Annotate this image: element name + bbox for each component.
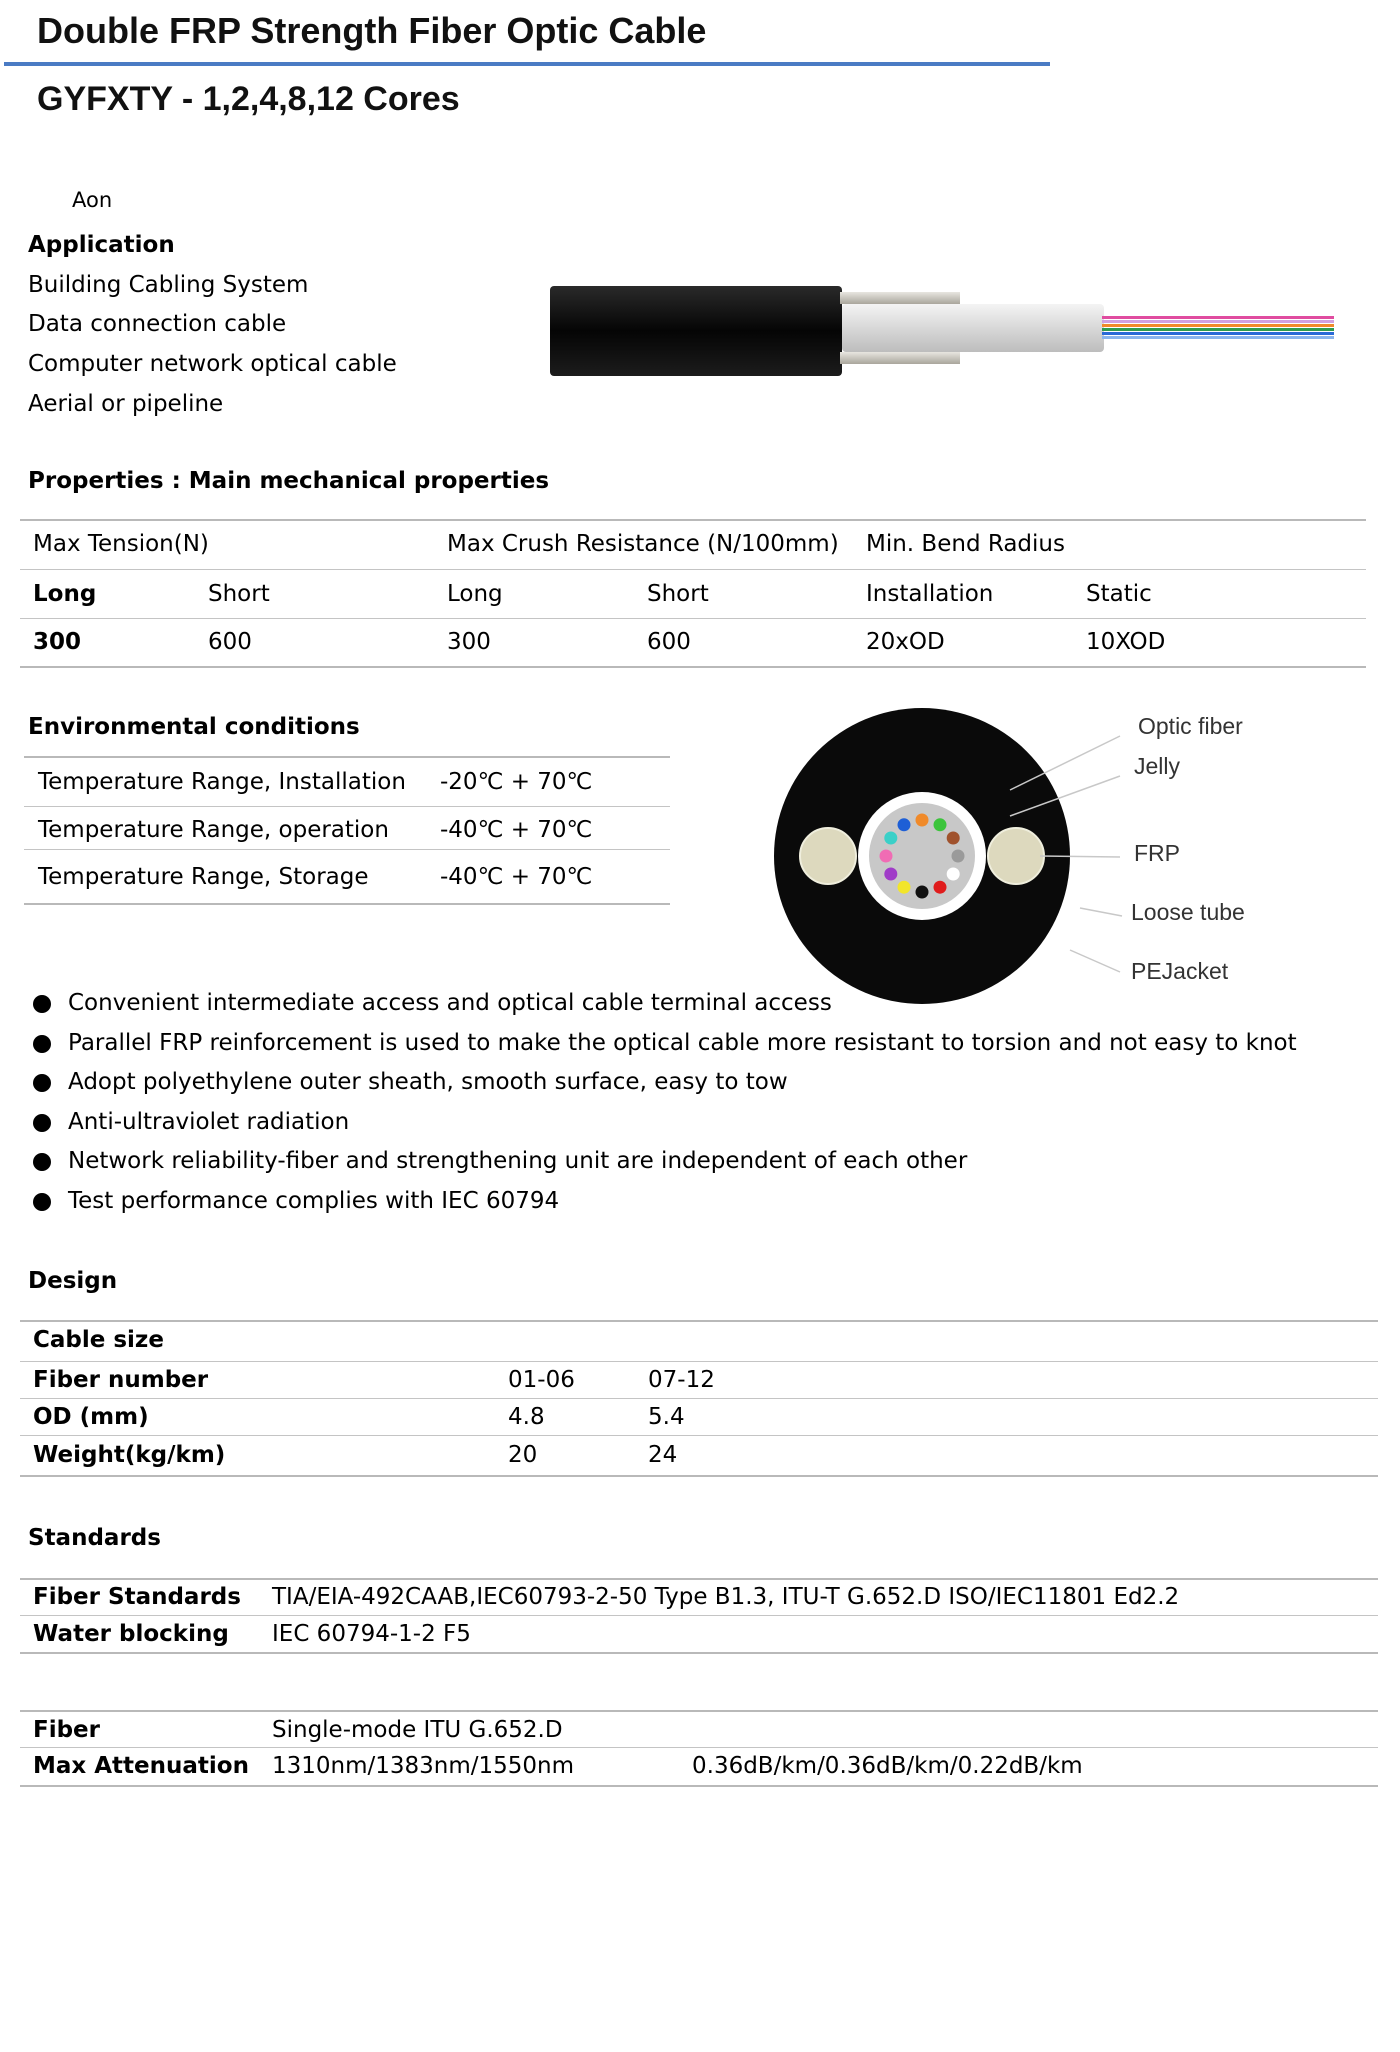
attenuation-values: 0.36dB/km/0.36dB/km/0.22dB/km <box>692 1753 1083 1779</box>
fiber-label: Fiber <box>33 1717 101 1743</box>
feature-item: Network reliability-fiber and strengthening unit are independent of each other <box>68 1148 968 1174</box>
table-rule <box>20 1320 1378 1322</box>
bullet-icon <box>33 1035 51 1053</box>
env-value: -40℃ + 70℃ <box>440 817 593 843</box>
fiber-value: Single-mode ITU G.652.D <box>272 1717 563 1743</box>
loose-tube <box>842 304 1104 352</box>
fiber-dot <box>916 814 929 827</box>
table-rule <box>20 1475 1378 1477</box>
props-group-header: Min. Bend Radius <box>866 531 1065 557</box>
fiber-dot <box>880 850 893 863</box>
table-rule <box>24 903 670 905</box>
standard-label: Fiber Standards <box>33 1584 241 1610</box>
standard-value: TIA/EIA-492CAAB,IEC60793-2-50 Type B1.3, ITU-T G.652.D ISO/IEC11801 Ed2.2 <box>272 1584 1180 1610</box>
application-item: Data connection cable <box>28 311 287 337</box>
fiber-dot <box>898 818 911 831</box>
table-rule <box>20 1615 1378 1616</box>
design-value: 20 <box>508 1442 538 1468</box>
application-item: Computer network optical cable <box>28 351 397 377</box>
label-jelly: Jelly <box>1134 753 1181 779</box>
table-rule <box>20 1578 1378 1580</box>
props-group-header: Max Tension(N) <box>33 531 209 557</box>
props-subheader: Long <box>447 581 503 607</box>
cable-jacket <box>550 286 842 376</box>
env-value: -40℃ + 70℃ <box>440 864 593 890</box>
table-rule <box>20 666 1366 668</box>
attenuation-label: Max Attenuation <box>33 1753 249 1779</box>
design-value: 4.8 <box>508 1404 545 1430</box>
title-rule <box>4 62 1050 66</box>
properties-heading: Properties : Main mechanical properties <box>28 468 550 494</box>
application-heading: Application <box>28 232 175 258</box>
label-loose-tube: Loose tube <box>1131 899 1245 925</box>
application-item: Building Cabling System <box>28 272 309 298</box>
props-value: 10XOD <box>1086 629 1166 655</box>
fiber-dot <box>898 881 911 894</box>
design-value: 24 <box>648 1442 678 1468</box>
env-label: Temperature Range, Storage <box>38 864 369 890</box>
table-rule <box>20 569 1366 570</box>
design-value: 5.4 <box>648 1404 685 1430</box>
table-rule <box>20 1652 1378 1654</box>
design-heading: Design <box>28 1268 118 1294</box>
standards-heading: Standards <box>28 1525 161 1551</box>
bullet-icon <box>33 1074 51 1092</box>
design-row-label: OD (mm) <box>33 1404 149 1430</box>
design-row-label: Fiber number <box>33 1367 209 1393</box>
artifact-text: Aon <box>72 188 113 212</box>
fiber-dot <box>934 818 947 831</box>
props-value: 600 <box>208 629 252 655</box>
diagram-leader-lines <box>1000 720 1140 990</box>
props-subheader: Installation <box>866 581 994 607</box>
table-rule <box>20 1435 1378 1436</box>
feature-item: Convenient intermediate access and optical cable terminal access <box>68 990 832 1016</box>
page-subtitle: GYFXTY - 1,2,4,8,12 Cores <box>37 80 460 118</box>
table-rule <box>20 1710 1378 1712</box>
props-subheader: Short <box>208 581 270 607</box>
feature-item: Parallel FRP reinforcement is used to make the optical cable more resistant to torsion and not easy to knot <box>68 1030 1297 1056</box>
frp-left <box>800 828 856 884</box>
props-value: 20xOD <box>866 629 945 655</box>
env-value: -20℃ + 70℃ <box>440 769 593 795</box>
fiber-strands <box>1102 316 1334 339</box>
frp-rod <box>840 352 960 364</box>
props-value: 300 <box>447 629 491 655</box>
frp-rod <box>840 292 960 304</box>
fiber-dot <box>952 850 965 863</box>
table-rule <box>20 519 1366 521</box>
design-row-label: Weight(kg/km) <box>33 1442 226 1468</box>
fiber-dot <box>947 832 960 845</box>
env-label: Temperature Range, Installation <box>38 769 406 795</box>
props-group-header: Max Crush Resistance (N/100mm) <box>447 531 839 557</box>
table-rule <box>24 806 670 807</box>
env-label: Temperature Range, operation <box>38 817 389 843</box>
fiber-dot <box>884 832 897 845</box>
props-subheader: Short <box>647 581 709 607</box>
table-rule <box>20 1361 1378 1362</box>
props-subheader: Static <box>1086 581 1152 607</box>
fiber-dot <box>934 881 947 894</box>
design-value: 07-12 <box>648 1367 715 1393</box>
cable-size-label: Cable size <box>33 1327 164 1353</box>
standard-label: Water blocking <box>33 1621 229 1647</box>
table-rule <box>20 1747 1378 1748</box>
props-value: 600 <box>647 629 691 655</box>
feature-item: Test performance complies with IEC 60794 <box>68 1188 560 1214</box>
table-rule <box>20 1785 1378 1787</box>
table-rule <box>20 618 1366 619</box>
bullet-icon <box>33 1193 51 1211</box>
fiber-dot <box>916 886 929 899</box>
design-value: 01-06 <box>508 1367 575 1393</box>
table-rule <box>24 756 670 758</box>
fiber-dot <box>947 868 960 881</box>
standard-value: IEC 60794-1-2 F5 <box>272 1621 471 1647</box>
feature-item: Anti-ultraviolet radiation <box>68 1109 350 1135</box>
table-rule <box>24 849 670 850</box>
label-frp: FRP <box>1134 840 1180 866</box>
table-rule <box>20 1398 1378 1399</box>
bullet-icon <box>33 1114 51 1132</box>
attenuation-wavelengths: 1310nm/1383nm/1550nm <box>272 1753 575 1779</box>
environment-heading: Environmental conditions <box>28 714 360 740</box>
label-optic-fiber: Optic fiber <box>1138 713 1243 739</box>
label-pe-jacket: PEJacket <box>1131 958 1229 984</box>
feature-item: Adopt polyethylene outer sheath, smooth surface, easy to tow <box>68 1069 788 1095</box>
props-value: 300 <box>33 629 82 655</box>
application-item: Aerial or pipeline <box>28 391 224 417</box>
cable-photo <box>550 278 1340 382</box>
page-title: Double FRP Strength Fiber Optic Cable <box>37 10 707 51</box>
fiber-dot <box>884 868 897 881</box>
bullet-icon <box>33 995 51 1013</box>
props-subheader: Long <box>33 581 97 607</box>
bullet-icon <box>33 1153 51 1171</box>
